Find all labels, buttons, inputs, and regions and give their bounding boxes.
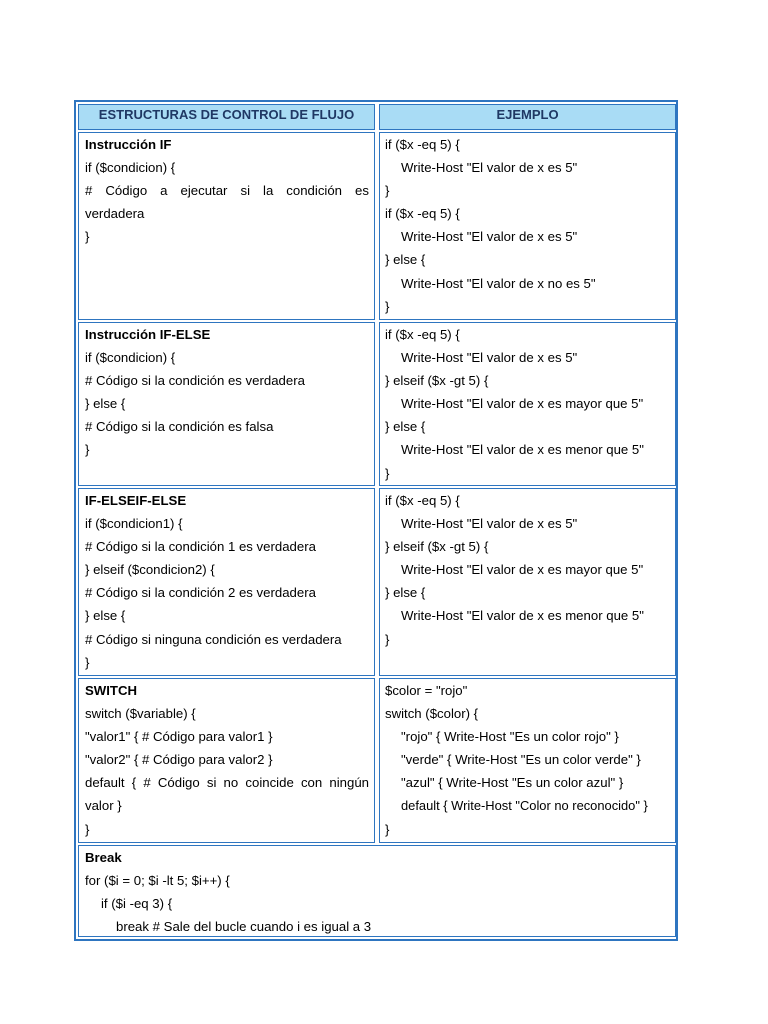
elseif-example-cell [379, 488, 676, 676]
code-line: } [385, 631, 390, 647]
header-structures-label: ESTRUCTURAS DE CONTROL DE FLUJO [98, 107, 355, 122]
code-line: if ($x -eq 5) { [385, 137, 460, 152]
code-line: } elseif ($x -gt 5) { [385, 373, 489, 389]
switch-line: valor } [85, 798, 122, 814]
switch-default-word: { [131, 775, 137, 791]
header-example [379, 104, 676, 130]
code-line: } [385, 183, 390, 199]
elseif-line: # Código si la condición 1 es verdadera [85, 539, 316, 555]
switch-default-word: ningún [329, 775, 369, 791]
code-line: } else { [385, 585, 426, 601]
switch-default-word: Código [157, 775, 200, 791]
control-flow-table [74, 100, 678, 941]
switch-description-cell [78, 678, 375, 843]
switch-default-word: coincide [245, 775, 294, 791]
ifelse-example-cell [379, 322, 676, 486]
ifelse-line: # Código si la condición es falsa [85, 419, 274, 435]
if-comment-word: Código [105, 183, 148, 199]
code-line: Write-Host "El valor de x es 5" [401, 350, 578, 366]
if-comment-word: # [85, 183, 93, 199]
code-line: "verde" { Write-Host "Es un color verde" } [401, 752, 641, 768]
code-line: "rojo" { Write-Host "Es un color rojo" } [401, 729, 619, 745]
code-line: Write-Host "El valor de x es menor que 5" [401, 442, 644, 458]
switch-line: switch ($variable) { [85, 706, 196, 722]
code-line: } [385, 821, 390, 837]
elseif-line: # Código si ninguna condición es verdadera [85, 631, 342, 647]
code-line: Write-Host "El valor de x es 5" [401, 160, 578, 176]
elseif-line: } [85, 654, 90, 670]
code-line: if ($x -eq 5) { [385, 327, 460, 342]
code-line: } [385, 298, 390, 314]
if-comment-line [85, 179, 369, 202]
switch-default-line [85, 771, 369, 794]
ifelse-line: if ($condicion) { [85, 350, 176, 366]
ifelse-line: } [85, 442, 90, 458]
code-line: } elseif ($x -gt 5) { [385, 539, 489, 555]
elseif-line: if ($condicion1) { [85, 516, 183, 532]
ifelse-description-cell [78, 322, 375, 486]
code-line: } [385, 465, 390, 481]
code-line: Write-Host "El valor de x es mayor que 5" [401, 562, 644, 578]
break-line: if ($i -eq 3) { [101, 896, 173, 912]
elseif-line: } else { [85, 608, 126, 624]
elseif-line: # Código si la condición 2 es verdadera [85, 585, 316, 601]
elseif-title: IF-ELSEIF-ELSE [85, 493, 187, 508]
if-comment-word: la [263, 183, 274, 199]
if-line: } [85, 229, 90, 245]
switch-default-word: con [300, 775, 323, 791]
ifelse-line: # Código si la condición es verdadera [85, 373, 305, 389]
break-line: for ($i = 0; $i -lt 5; $i++) { [85, 873, 230, 889]
switch-example-cell [379, 678, 676, 843]
switch-line: "valor1" { # Código para valor1 } [85, 729, 273, 745]
code-line: switch ($color) { [385, 706, 479, 722]
break-title: Break [85, 850, 122, 865]
if-comment-word: ejecutar [180, 183, 228, 199]
if-comment-word: a [160, 183, 168, 199]
code-line: Write-Host "El valor de x no es 5" [401, 275, 596, 291]
if-comment-word: condición [286, 183, 343, 199]
break-line: break # Sale del bucle cuando i es igual a 3 [116, 919, 372, 935]
switch-line: } [85, 821, 90, 837]
switch-title: SWITCH [85, 683, 138, 698]
code-line: if ($x -eq 5) { [385, 206, 460, 222]
switch-default-word: si [206, 775, 217, 791]
if-comment-word: es [355, 183, 369, 199]
code-line: Write-Host "El valor de x es 5" [401, 516, 578, 532]
code-line: if ($x -eq 5) { [385, 493, 460, 508]
break-cell [78, 845, 676, 937]
code-line: $color = "rojo" [385, 683, 468, 698]
code-line: Write-Host "El valor de x es mayor que 5" [401, 396, 644, 412]
ifelse-line: } else { [85, 396, 126, 412]
if-line: if ($condicion) { [85, 160, 176, 176]
if-description-cell [78, 132, 375, 320]
elseif-description-cell [78, 488, 375, 676]
code-line: Write-Host "El valor de x es 5" [401, 229, 578, 245]
switch-default-word: # [143, 775, 151, 791]
code-line: Write-Host "El valor de x es menor que 5" [401, 608, 644, 624]
code-line: "azul" { Write-Host "Es un color azul" } [401, 775, 624, 791]
if-line: verdadera [85, 206, 145, 222]
code-line: default { Write-Host "Color no reconocido" } [401, 798, 648, 814]
if-comment-word: si [240, 183, 250, 199]
switch-line: "valor2" { # Código para valor2 } [85, 752, 273, 768]
header-example-label: EJEMPLO [496, 107, 559, 122]
code-line: } else { [385, 419, 426, 435]
if-title: Instrucción IF [85, 137, 172, 152]
code-line: } else { [385, 252, 426, 268]
header-structures [78, 104, 375, 130]
switch-default-word: no [223, 775, 239, 791]
ifelse-title: Instrucción IF-ELSE [85, 327, 211, 342]
if-example-cell [379, 132, 676, 320]
elseif-line: } elseif ($condicion2) { [85, 562, 215, 578]
switch-default-word: default [85, 775, 125, 791]
